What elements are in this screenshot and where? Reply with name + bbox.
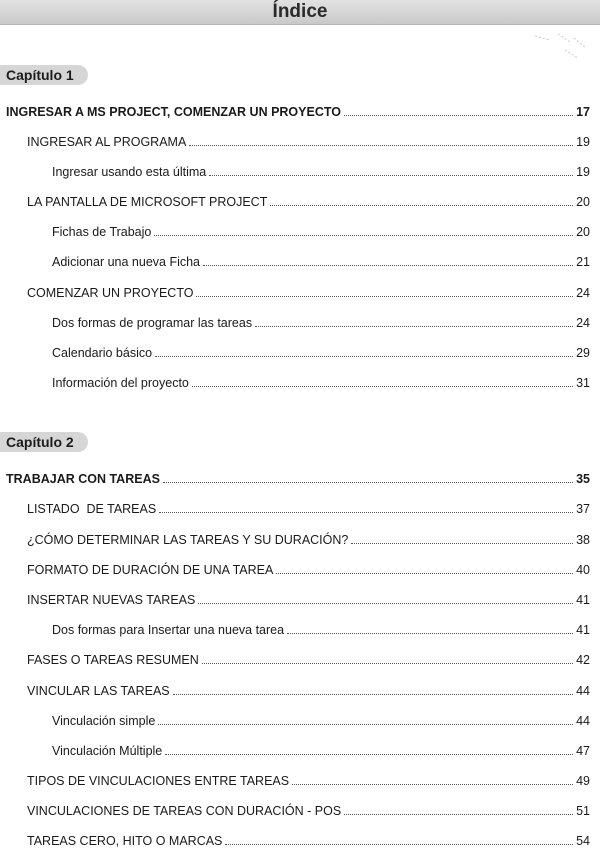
dot-leader xyxy=(154,234,573,236)
toc-entry[interactable] xyxy=(27,588,590,608)
dot-leader xyxy=(225,843,573,845)
toc-entry-title: INSERTAR NUEVAS TAREAS xyxy=(27,593,196,607)
dot-leader xyxy=(270,204,573,206)
toc-entry-page: 42 xyxy=(576,653,590,667)
dot-leader xyxy=(163,481,573,483)
toc-entry[interactable] xyxy=(6,467,590,487)
toc-entry[interactable] xyxy=(6,100,590,120)
dot-leader xyxy=(155,355,573,357)
toc-entry[interactable] xyxy=(52,709,590,729)
toc-entry-title: Ingresar usando esta última xyxy=(52,165,207,179)
toc-entry-title: TIPOS DE VINCULACIONES ENTRE TAREAS xyxy=(27,774,290,788)
toc-entry-title: Información del proyecto xyxy=(52,376,189,390)
dot-leader xyxy=(196,295,573,297)
toc-entry-page: 38 xyxy=(576,533,590,547)
toc-entry-page: 17 xyxy=(576,105,590,119)
dot-leader xyxy=(255,325,573,327)
toc-entry-title: TAREAS CERO, HITO O MARCAS xyxy=(27,834,223,848)
dot-leader xyxy=(344,114,573,116)
toc-entry-title: Fichas de Trabajo xyxy=(52,225,152,239)
toc-entry-page: 49 xyxy=(576,774,590,788)
dot-leader xyxy=(351,542,573,544)
dot-leader xyxy=(173,693,573,695)
toc-entry-page: 24 xyxy=(576,286,590,300)
toc-entry-title: LISTADO DE TAREAS xyxy=(27,502,157,516)
toc-entry-title: Vinculación Múltiple xyxy=(52,744,163,758)
toc-entry[interactable] xyxy=(27,648,590,668)
toc-entry-title: INGRESAR AL PROGRAMA xyxy=(27,135,187,149)
toc-entry-page: 21 xyxy=(576,255,590,269)
dot-leader xyxy=(202,662,573,664)
toc-entry-title: Vinculación simple xyxy=(52,714,156,728)
dot-leader xyxy=(165,753,573,755)
toc-entry-page: 20 xyxy=(576,225,590,239)
dot-leader xyxy=(198,602,573,604)
toc-entry-page: 37 xyxy=(576,502,590,516)
toc-entry-title: LA PANTALLA DE MICROSOFT PROJECT xyxy=(27,195,268,209)
toc-entry-page: 51 xyxy=(576,804,590,818)
toc-entry-title: Dos formas de programar las tareas xyxy=(52,316,253,330)
toc-entry-page: 24 xyxy=(576,316,590,330)
toc-entry-page: 44 xyxy=(576,714,590,728)
toc-entry[interactable] xyxy=(27,769,590,789)
toc-entry-page: 19 xyxy=(576,135,590,149)
toc-entry[interactable] xyxy=(52,311,590,331)
dot-leader xyxy=(192,385,573,387)
toc-entry[interactable] xyxy=(52,160,590,180)
toc-entry-title: TRABAJAR CON TAREAS xyxy=(6,472,160,486)
toc-entry-title: Calendario básico xyxy=(52,346,153,360)
toc-entry-title: INGRESAR A MS PROJECT, COMENZAR UN PROYECTO xyxy=(6,105,341,119)
toc-entry[interactable] xyxy=(52,341,590,361)
dot-leader xyxy=(344,813,573,815)
toc-entry[interactable] xyxy=(52,618,590,638)
toc-entry-page: 35 xyxy=(576,472,590,486)
toc-entry-title: VINCULAR LAS TAREAS xyxy=(27,684,170,698)
dot-leader xyxy=(158,723,573,725)
toc-entry-page: 44 xyxy=(576,684,590,698)
page-title: Índice xyxy=(272,1,328,22)
toc-entry-title: FORMATO DE DURACIÓN DE UNA TAREA xyxy=(27,563,274,577)
dot-leader xyxy=(189,144,573,146)
toc-entry[interactable] xyxy=(27,679,590,699)
toc-entry-title: Adicionar una nueva Ficha xyxy=(52,255,201,269)
chapter-2-tab: Capítulo 2 xyxy=(0,432,88,452)
toc-entry[interactable] xyxy=(27,130,590,150)
toc-entry[interactable] xyxy=(27,558,590,578)
toc-entry[interactable] xyxy=(27,829,590,849)
toc-entry-title: COMENZAR UN PROYECTO xyxy=(27,286,194,300)
toc-entry[interactable] xyxy=(27,190,590,210)
dot-leader xyxy=(209,174,573,176)
toc-entry-page: 41 xyxy=(576,623,590,637)
toc-entry[interactable] xyxy=(27,799,590,819)
toc-entry-title: ¿CÓMO DETERMINAR LAS TAREAS Y SU DURACIÓN? xyxy=(27,533,349,547)
toc-entry[interactable] xyxy=(27,281,590,301)
toc-entry-page: 31 xyxy=(576,376,590,390)
toc-entry-page: 47 xyxy=(576,744,590,758)
chapter-1-tab: Capítulo 1 xyxy=(0,65,88,85)
toc-entry-page: 29 xyxy=(576,346,590,360)
header-bar xyxy=(0,0,600,25)
toc-entry-title: Dos formas para Insertar una nueva tarea xyxy=(52,623,285,637)
toc-entry-page: 54 xyxy=(576,834,590,848)
toc-entry[interactable] xyxy=(27,528,590,548)
dot-leader xyxy=(159,511,573,513)
dot-leader xyxy=(292,783,573,785)
toc-entry[interactable] xyxy=(52,739,590,759)
dot-leader xyxy=(287,632,573,634)
toc-entry-page: 40 xyxy=(576,563,590,577)
toc-entry-page: 19 xyxy=(576,165,590,179)
toc-entry[interactable] xyxy=(27,497,590,517)
toc-entry-page: 41 xyxy=(576,593,590,607)
toc-entry[interactable] xyxy=(52,371,590,391)
dot-leader xyxy=(203,264,573,266)
toc-entry-title: FASES O TAREAS RESUMEN xyxy=(27,653,199,667)
toc-entry-title: VINCULACIONES DE TAREAS CON DURACIÓN - POS xyxy=(27,804,342,818)
toc-entry[interactable] xyxy=(52,250,590,270)
toc-entry-page: 20 xyxy=(576,195,590,209)
toc-entry[interactable] xyxy=(52,220,590,240)
scan-noise xyxy=(530,28,590,68)
dot-leader xyxy=(276,572,573,574)
